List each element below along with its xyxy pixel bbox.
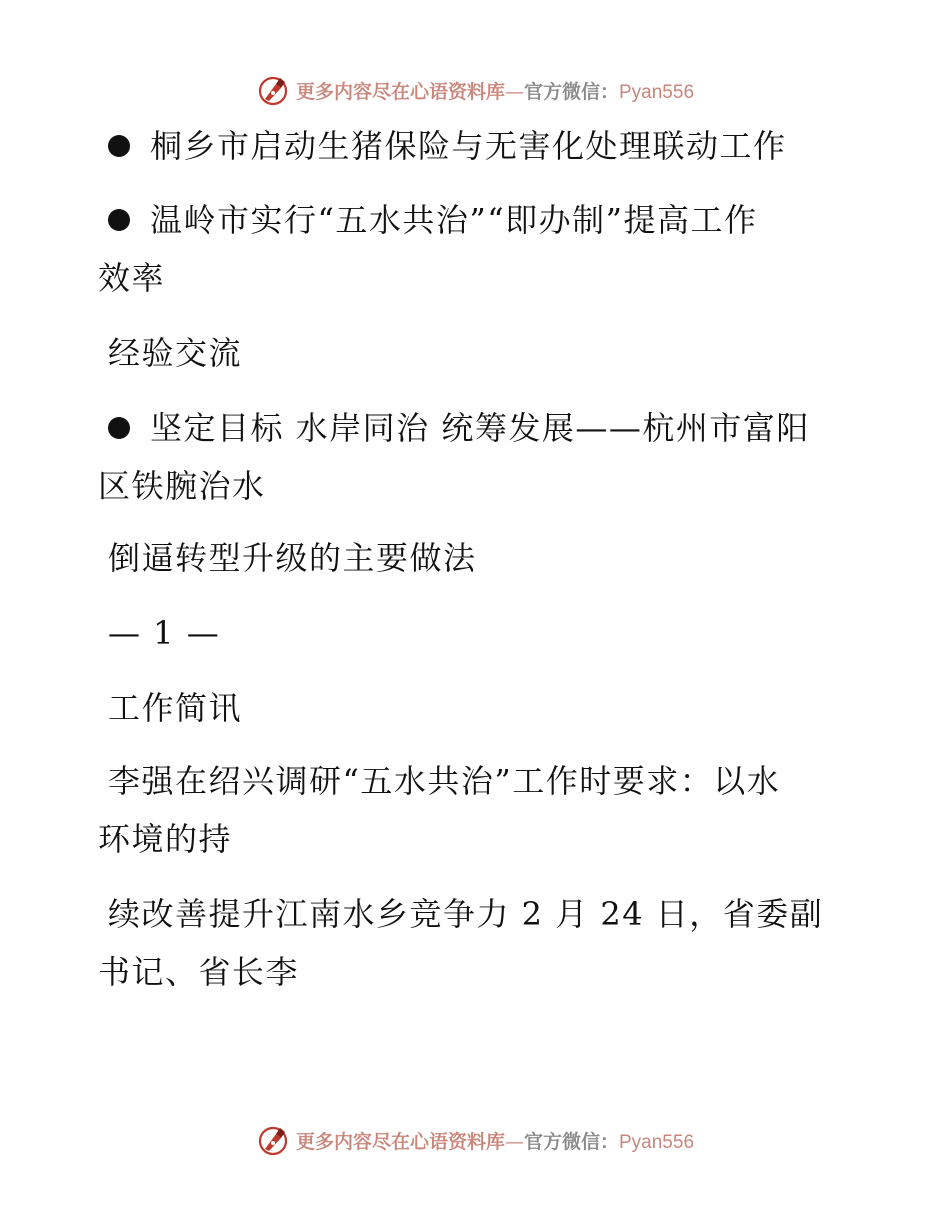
line-text: 工作简讯 xyxy=(108,689,243,727)
watermark-group xyxy=(256,73,694,107)
section-heading-experience xyxy=(98,333,242,373)
line-text: 书记、省长李 xyxy=(98,953,300,991)
watermark-official-label: 官方微信： xyxy=(523,80,619,103)
bullet-dot-icon xyxy=(108,417,130,439)
watermark-brand: 更多内容尽在心语资料库 xyxy=(295,80,505,103)
bullet-dot-icon xyxy=(108,209,130,231)
text-line-liqiang xyxy=(98,761,780,801)
bullet-item-tongxiang xyxy=(98,126,787,166)
bullet-item-wenling-cont xyxy=(98,258,165,298)
watermark-dash: — xyxy=(504,1130,524,1153)
header-watermark xyxy=(0,70,950,110)
watermark-wechat-id: Pyan556 xyxy=(619,1131,695,1153)
text-line-liqiang-cont xyxy=(98,819,232,859)
page-number xyxy=(98,613,220,653)
line-text: 经验交流 xyxy=(108,334,243,372)
footer-watermark xyxy=(0,1120,950,1160)
watermark-brand: 更多内容尽在心语资料库 xyxy=(295,1130,505,1153)
line-text: 环境的持 xyxy=(98,820,233,858)
text-line-competitiveness-cont xyxy=(98,952,299,992)
watermark-official-label: 官方微信： xyxy=(523,1130,619,1153)
watermark-group xyxy=(256,1123,694,1157)
line-text: 倒逼转型升级的主要做法 xyxy=(108,539,477,577)
bullet-item-wenling xyxy=(98,200,757,240)
line-text: 区铁腕治水 xyxy=(98,467,266,505)
pen-nib-logo-icon xyxy=(256,73,290,107)
text-line-competitiveness xyxy=(98,894,823,934)
line-text: 桐乡市启动生猪保险与无害化处理联动工作 xyxy=(150,127,787,165)
watermark-text xyxy=(296,1127,694,1154)
text-line-methods xyxy=(98,538,477,578)
bullet-item-fuyang-cont xyxy=(98,466,266,506)
pen-nib-logo-icon xyxy=(256,1123,290,1157)
line-text: 续改善提升江南水乡竞争力 2 月 24 日，省委副 xyxy=(108,895,824,933)
watermark-wechat-id: Pyan556 xyxy=(619,81,695,103)
line-text: 温岭市实行“五水共治”“即办制”提高工作 xyxy=(150,201,758,239)
line-text: — 1 — xyxy=(108,614,221,652)
line-text: 坚定目标 水岸同治 统筹发展——杭州市富阳 xyxy=(150,409,810,447)
watermark-dash: — xyxy=(504,80,524,103)
line-text: 李强在绍兴调研“五水共治”工作时要求：以水 xyxy=(108,762,781,800)
line-text: 效率 xyxy=(98,259,166,297)
bullet-dot-icon xyxy=(108,135,130,157)
watermark-text xyxy=(296,77,694,104)
section-heading-briefs xyxy=(98,688,242,728)
bullet-item-fuyang xyxy=(98,408,810,448)
